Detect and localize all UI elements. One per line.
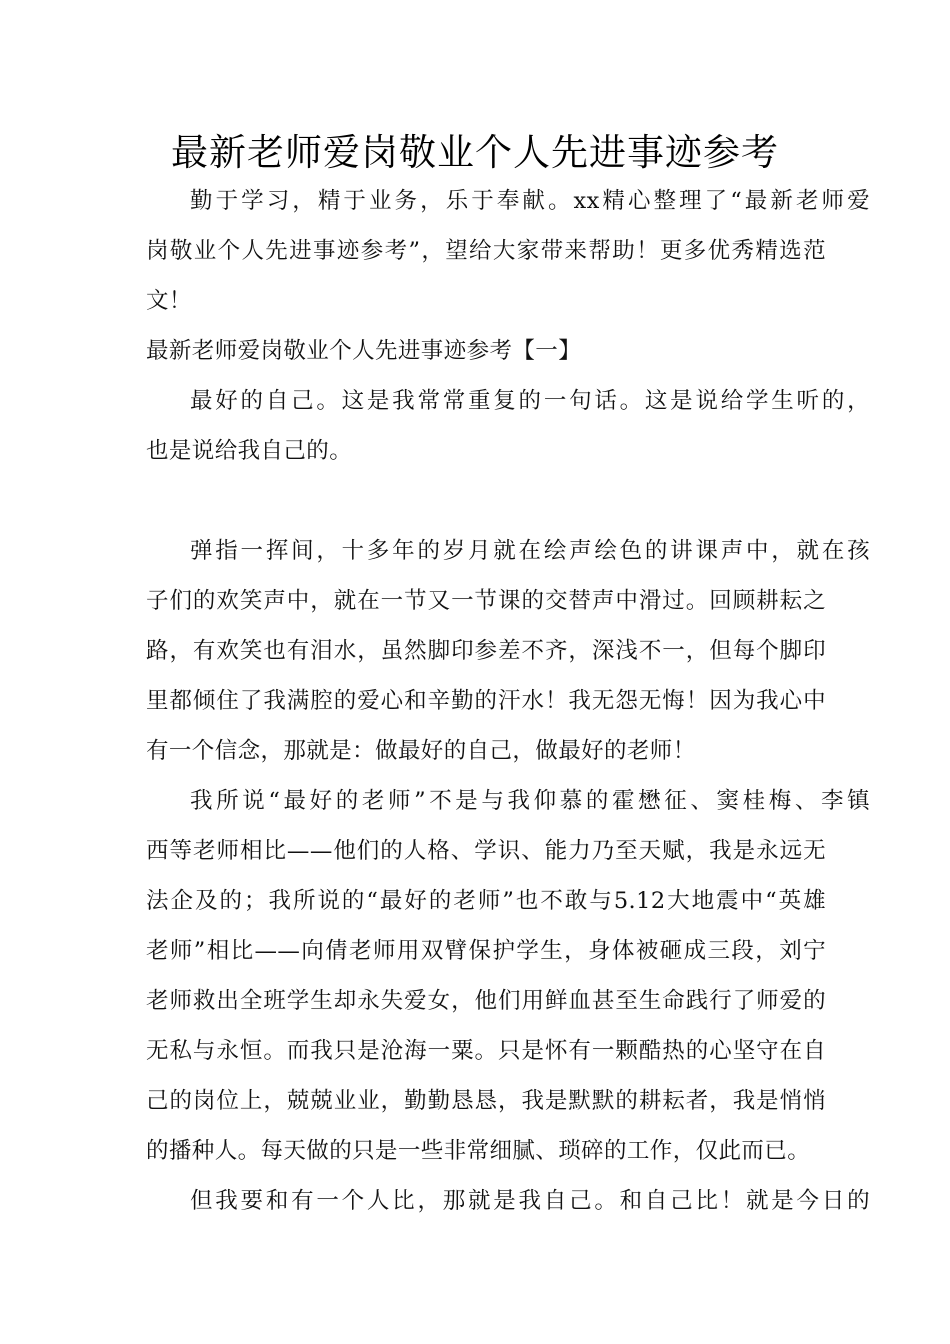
paragraph-2-line-5: 有一个信念，那就是：做最好的自己，做最好的老师！ <box>146 738 696 764</box>
section-heading: 最新老师爱岗敬业个人先进事迹参考【一】 <box>146 338 582 364</box>
intro-line-2: 岗敬业个人先进事迹参考”，望给大家带来帮助！更多优秀精选范 <box>146 238 826 264</box>
paragraph-2-line-2: 子们的欢笑声中，就在一节又一节课的交替声中滑过。回顾耕耘之 <box>146 588 826 614</box>
paragraph-3-line-8: 的播种人。每天做的只是一些非常细腻、琐碎的工作，仅此而已。 <box>146 1138 811 1164</box>
intro-line-1: 勤于学习，精于业务，乐于奉献。xx精心整理了“最新老师爱 <box>190 188 870 214</box>
intro-line-3: 文！ <box>146 288 192 314</box>
paragraph-2-line-1: 弹指一挥间，十多年的岁月就在绘声绘色的讲课声中，就在孩 <box>190 538 870 564</box>
paragraph-2-line-4: 里都倾住了我满腔的爱心和辛勤的汗水！我无怨无悔！因为我心中 <box>146 688 826 714</box>
paragraph-1-line-1: 最好的自己。这是我常常重复的一句话。这是说给学生听的， <box>190 388 870 414</box>
paragraph-3-line-7: 己的岗位上，兢兢业业，勤勤恳恳，我是默默的耕耘者，我是悄悄 <box>146 1088 826 1114</box>
paragraph-4-line-1: 但我要和有一个人比，那就是我自己。和自己比！就是今日的 <box>190 1188 870 1214</box>
paragraph-3-line-5: 老师救出全班学生却永失爱女，他们用鲜血甚至生命践行了师爱的 <box>146 988 826 1014</box>
paragraph-3-line-2: 西等老师相比——他们的人格、学识、能力乃至天赋，我是永远无 <box>146 838 826 864</box>
paragraph-2-line-3: 路，有欢笑也有泪水，虽然脚印参差不齐，深浅不一，但每个脚印 <box>146 638 826 664</box>
paragraph-3-line-3: 法企及的；我所说的“最好的老师”也不敢与5.12大地震中“英雄 <box>146 888 826 914</box>
paragraph-3-line-1: 我所说“最好的老师”不是与我仰慕的霍懋征、窦桂梅、李镇 <box>190 788 870 814</box>
paragraph-3-line-6: 无私与永恒。而我只是沧海一粟。只是怀有一颗酷热的心坚守在自 <box>146 1038 826 1064</box>
paragraph-3-line-4: 老师”相比——向倩老师用双臂保护学生，身体被砸成三段，刘宁 <box>146 938 826 964</box>
document-title: 最新老师爱岗敬业个人先进事迹参考 <box>171 131 779 174</box>
paragraph-1-line-2: 也是说给我自己的。 <box>146 438 353 464</box>
